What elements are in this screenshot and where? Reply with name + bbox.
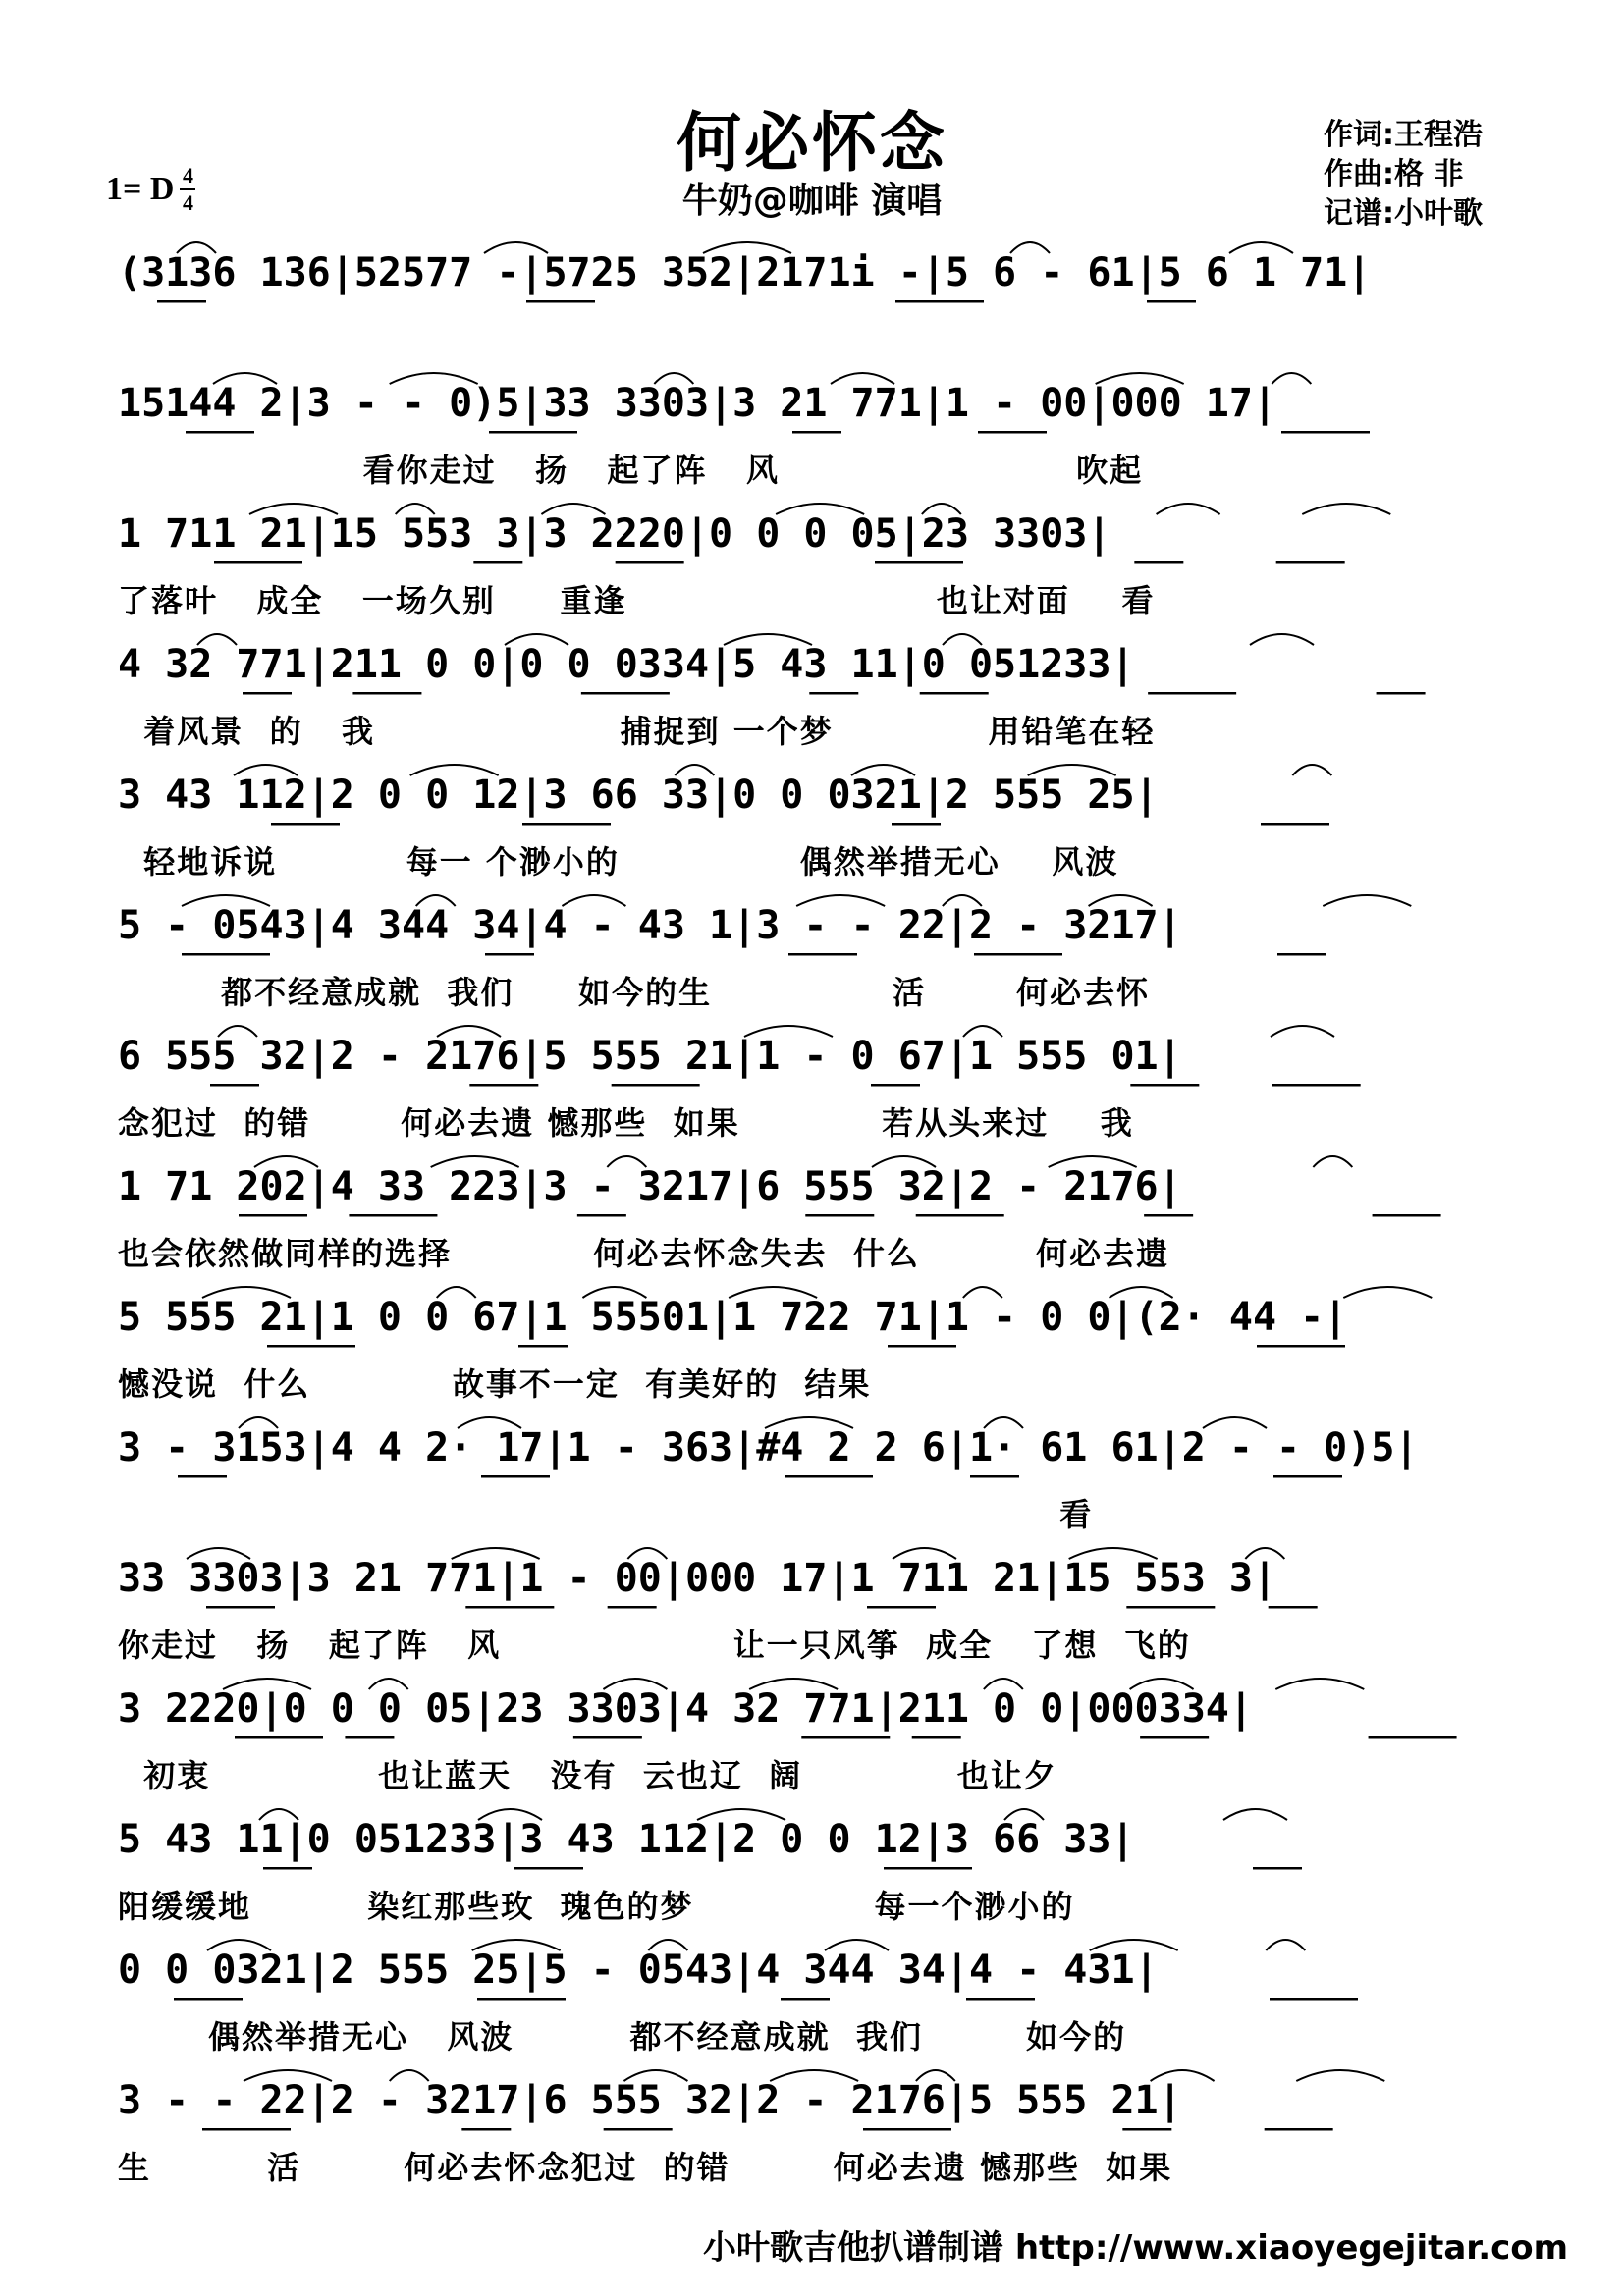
beam-marks (118, 1996, 1532, 2003)
score-system (118, 358, 1532, 492)
beam-line (616, 561, 684, 564)
beam-line (485, 953, 534, 956)
lyricist-credit: 作词:王程浩 (1324, 118, 1483, 152)
notation-line: 6 555 32|2 - 2176|5 555 21|1 - 0 67|1 555 01| (118, 1034, 1182, 1079)
beam-line (875, 561, 963, 564)
lyric-line: 也会依然做同样的选择 何必去怀念失去 什么 何必去遗 (118, 1235, 1170, 1272)
beam-line (1147, 300, 1196, 303)
beam-line (966, 1998, 1035, 2001)
beam-line (573, 1736, 642, 1739)
time-signature-top: 4 (182, 163, 193, 187)
beam-line (1134, 561, 1183, 564)
beam-line (1144, 1214, 1193, 1217)
notation-line: 1 71 202|4 33 223|3 - 3217|6 555 32|2 - 2176| (118, 1164, 1182, 1209)
beam-line (785, 1475, 873, 1478)
score-system (118, 489, 1532, 622)
beam-line (469, 1084, 538, 1087)
beam-line (235, 1736, 323, 1739)
beam-line (1122, 2128, 1171, 2131)
score-system (118, 1664, 1532, 1797)
beam-line (1276, 561, 1345, 564)
beam-line (1130, 1084, 1199, 1087)
beam-line (1377, 692, 1426, 695)
score-system (118, 1925, 1532, 2058)
beam-line (271, 823, 340, 826)
beam-line (182, 953, 270, 956)
beam-line (1373, 1214, 1441, 1217)
beam-line (920, 692, 989, 695)
lyric-line: 都不经意成就 我们 如今的生 活 何必去怀 (118, 974, 1151, 1011)
score-system (118, 619, 1532, 753)
beam-line (888, 1345, 956, 1348)
singer-credit: 牛奶@咖啡 演唱 (681, 181, 943, 221)
beam-line (1126, 1606, 1215, 1609)
lyric-line: 念犯过 的错 何必去遗 憾那些 如果 若从头来过 我 (118, 1104, 1134, 1142)
lyric-line: 了落叶 成全 一场久别 重逢 也让对面 看 (118, 582, 1156, 619)
beam-line (210, 1084, 259, 1087)
composer-credit: 作曲:格 非 (1324, 157, 1464, 191)
beam-line (267, 1345, 355, 1348)
beam-line (1140, 1736, 1209, 1739)
beam-line (465, 1606, 554, 1609)
beam-line (608, 1606, 657, 1609)
beam-line (526, 300, 595, 303)
notation-line: 4 32 771|211 0 0|0 0 0334|5 43 11|0 051233| (118, 642, 1135, 687)
notation-line: 3 2220|0 0 0 05|23 3303|4 32 771|211 0 0|000334| (118, 1686, 1253, 1732)
notation-line: 33 3303|3 21 771|1 - 00|000 17|1 711 21|15 553 3| (118, 1556, 1277, 1601)
beam-line (970, 1475, 1019, 1478)
score-system (118, 881, 1532, 1014)
beam-line (581, 692, 670, 695)
beam-line (1277, 953, 1326, 956)
footer-credit: 小叶歌吉他扒谱制谱 http://www.xiaoyegejitar.com (703, 2228, 1569, 2268)
time-signature-bottom: 4 (182, 190, 193, 215)
beam-line (1148, 692, 1236, 695)
beam-line (473, 561, 522, 564)
notation-line: 3 - 3153|4 4 2· 17|1 - 363|#4 2 2 6|1· 61 61|2 - - 0)5| (118, 1425, 1419, 1470)
beam-line (489, 431, 577, 434)
beam-line (186, 431, 254, 434)
beam-line (481, 1475, 550, 1478)
notation-line: 3 - - 22|2 - 3217|6 555 32|2 - 2176|5 555 21| (118, 2078, 1182, 2123)
beam-line (577, 1214, 626, 1217)
beam-line (884, 1867, 972, 1870)
beam-line (263, 1867, 312, 1870)
notation-line: 15144 2|3 - - 0)5|33 3303|3 21 771|1 - 00|000 17| (118, 381, 1277, 426)
beam-line (349, 1214, 437, 1217)
beam-line (1265, 2128, 1333, 2131)
score-system (118, 1272, 1532, 1406)
beam-marks (118, 1082, 1532, 1090)
beam-marks (118, 951, 1532, 959)
beam-marks (118, 1735, 1532, 1742)
lyric-line (118, 318, 1532, 361)
notation-line: 5 43 11|0 051233|3 43 112|2 0 0 12|3 66 33| (118, 1817, 1135, 1862)
beam-marks (118, 1865, 1532, 1873)
beam-line (781, 1998, 830, 2001)
beam-line (788, 953, 857, 956)
beam-line (805, 1214, 874, 1217)
beam-line (1369, 1736, 1457, 1739)
lyric-line: 看你走过 扬 起了阵 风 吹起 (118, 452, 1144, 489)
beam-line (801, 1736, 890, 1739)
beam-line (461, 2128, 511, 2131)
beam-line (867, 1606, 936, 1609)
beam-line (892, 823, 941, 826)
score-system (118, 1142, 1532, 1275)
beam-line (174, 1998, 243, 2001)
beam-line (214, 561, 302, 564)
beam-line (1272, 1084, 1361, 1087)
beam-marks (118, 690, 1532, 698)
lyric-line: 憾没说 什么 故事不一定 有美好的 结果 (118, 1365, 872, 1403)
transcriber-credit: 记谱:小叶歌 (1324, 196, 1483, 231)
beam-line (809, 692, 858, 695)
score-system (118, 2056, 1532, 2189)
notation-line: 0 0 0321|2 555 25|5 - 0543|4 344 34|4 - 431| (118, 1948, 1159, 1993)
beam-line (522, 823, 611, 826)
beam-line (345, 1736, 394, 1739)
notation-line: 3 43 112|2 0 0 12|3 66 33|0 0 0321|2 555 25| (118, 773, 1159, 818)
beam-line (604, 2128, 673, 2131)
beam-marks (118, 1473, 1532, 1481)
beam-line (202, 2128, 291, 2131)
lyric-line: 生 活 何必去怀念犯过 的错 何必去遗 憾那些 如果 (118, 2149, 1173, 2186)
beam-line (1273, 1475, 1342, 1478)
beam-marks (118, 1212, 1532, 1220)
beam-marks (118, 821, 1532, 828)
beam-marks (118, 429, 1532, 437)
key-label: 1= D (106, 171, 175, 207)
beam-line (1257, 1345, 1345, 1348)
lyric-line: 初衷 也让蓝天 没有 云也辽 阔 也让夕 (118, 1757, 1057, 1794)
beam-marks (118, 2126, 1532, 2134)
beam-line (178, 1475, 227, 1478)
lyric-line: 你走过 扬 起了阵 风 让一只风筝 成全 了想 飞的 (118, 1627, 1191, 1664)
beam-marks (118, 1343, 1532, 1351)
beam-line (871, 1084, 920, 1087)
beam-line (863, 2128, 951, 2131)
score-system (118, 1403, 1532, 1536)
lyric-line: 着风景 的 我 捕捉到 一个梦 用铅笔在轻 (118, 713, 1156, 750)
beam-line (206, 1606, 275, 1609)
beam-line (1261, 823, 1329, 826)
beam-line (352, 692, 421, 695)
notation-line: 5 555 21|1 0 0 67|1 55501|1 722 71|1 - 0 0|(2· 44 -| (118, 1295, 1348, 1340)
beam-line (978, 431, 1047, 434)
lyric-line: 阳缓缓地 染红那些玫 瑰色的梦 每一个渺小的 (118, 1888, 1075, 1925)
beam-line (477, 1998, 566, 2001)
beam-line (1270, 1998, 1358, 2001)
notation-line: (3136 136|52577 -|5725 352|2171i -|5 6 - 61|5 6 1 71| (118, 250, 1372, 295)
beam-line (239, 1214, 307, 1217)
notation-line: 5 - 0543|4 344 34|4 - 43 1|3 - - 22|2 - 3217| (118, 903, 1182, 948)
beam-line (243, 692, 292, 695)
beam-line (1269, 1606, 1318, 1609)
score-system (118, 228, 1532, 361)
notation-line: 1 711 21|15 553 3|3 2220|0 0 0 05|23 3303| (118, 511, 1111, 557)
beam-line (895, 300, 984, 303)
beam-line (518, 1345, 568, 1348)
beam-line (916, 1214, 1004, 1217)
beam-line (912, 1736, 961, 1739)
song-title: 何必怀念 (677, 105, 947, 181)
lyric-line: 看 (118, 1496, 1094, 1533)
score-system (118, 1011, 1532, 1145)
beam-line (514, 1867, 583, 1870)
beam-line (157, 300, 206, 303)
beam-line (1253, 1867, 1302, 1870)
beam-marks (118, 1604, 1532, 1612)
score-system (118, 1533, 1532, 1667)
score-system (118, 750, 1532, 883)
lyric-line: 轻地诉说 每一 个渺小的 偶然举措无心 风波 (118, 843, 1119, 881)
beam-line (612, 1084, 700, 1087)
lyric-line: 偶然举措无心 风波 都不经意成就 我们 如今的 (118, 2018, 1127, 2056)
beam-line (1281, 431, 1370, 434)
beam-marks (118, 560, 1532, 567)
beam-line (792, 431, 841, 434)
beam-line (974, 953, 1062, 956)
beam-marks (118, 298, 1532, 306)
score-system (118, 1794, 1532, 1928)
